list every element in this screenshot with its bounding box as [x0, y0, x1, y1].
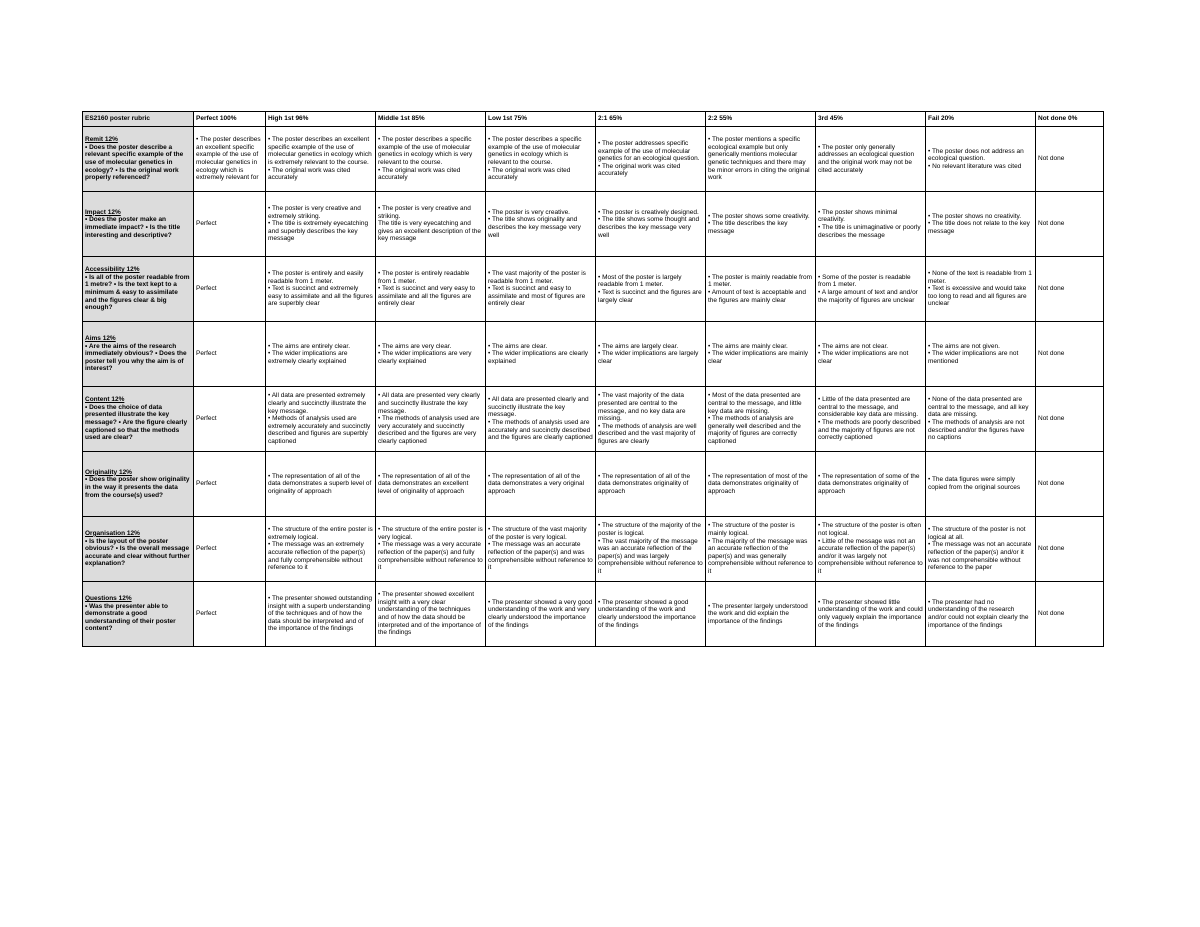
criterion-cell — [83, 387, 194, 452]
grade-cell: • The representation of all of the data demonstrates originality of approach — [596, 452, 706, 517]
grade-cell: • The data figures were simply copied from the original sources — [926, 452, 1036, 517]
criterion-row — [83, 582, 1104, 647]
grade-cell: • None of the data presented are central to the message, and all key data are missing. • The methods of analysis are not described and/or the figures have no captions — [926, 387, 1036, 452]
criterion-cell — [83, 582, 194, 647]
criterion-description: • Was the presenter able to demonstrate a good understanding of their poster content? — [85, 602, 176, 633]
grade-cell: • All data are presented extremely clearly and succinctly illustrate the key message. • Methods of analysis used are extremely accurately and succinctly described and figures are superbly captioned — [266, 387, 376, 452]
header-cell: Low 1st 75% — [486, 112, 596, 127]
criterion-description: • Does the poster show originality in the way it presents the data from the course(s) used? — [85, 476, 190, 499]
criterion-title: Content 12% — [85, 396, 125, 404]
grade-cell: • All data are presented very clearly and succinctly illustrate the key message. • The methods of analysis used are very accurately and succinctly described and the figures are very clearly captioned — [376, 387, 486, 452]
criterion-description: • Are the aims of the research immediately obvious? • Does the poster tell you why the aim is of interest? — [85, 342, 187, 373]
grade-cell: • The representation of all of the data demonstrates an excellent level of originality of approach — [376, 452, 486, 517]
grade-cell: • The representation of some of the data demonstrates originality of approach — [816, 452, 926, 517]
not-done-cell: Not done — [1036, 387, 1104, 452]
criterion-cell — [83, 517, 194, 582]
header-cell: High 1st 96% — [266, 112, 376, 127]
grade-cell: • The structure of the vast majority of the poster is very logical. • The message was an accurate reflection of the paper(s) and was comprehensible without reference to it — [486, 517, 596, 582]
grade-cell: • The poster only generally addresses an ecological question and the original work may not be cited accurately — [816, 127, 926, 192]
grade-cell: • The poster is very creative. • The title shows originality and describes the key message very well — [486, 192, 596, 257]
grade-cell: • The aims are largely clear. • The wider implications are largely clear — [596, 322, 706, 387]
criterion-cell — [83, 452, 194, 517]
not-done-cell: Not done — [1036, 517, 1104, 582]
criterion-cell — [83, 127, 194, 192]
header-cell: 3rd 45% — [816, 112, 926, 127]
criterion-description: • Does the choice of data presented illustrate the key message? • Are the figure clearly captioned so that the methods used are clear? — [85, 403, 188, 442]
grade-cell: • The structure of the majority of the poster is logical. • The vast majority of the message was an accurate reflection of the paper(s) and was largely comprehensible without reference to it — [596, 517, 706, 582]
grade-cell: • The vast majority of the data presented are central to the message, and no key data are missing. • The methods of analysis are well described and the vast majority of figures are clearly — [596, 387, 706, 452]
criterion-description: • Does the poster make an immediate impact? • Is the title interesting and descriptive? — [85, 216, 181, 239]
criterion-title: Originality 12% — [85, 468, 132, 476]
grade-cell: • The poster shows no creativity. • The title does not relate to the key message — [926, 192, 1036, 257]
criterion-row — [83, 452, 1104, 517]
poster-rubric-table — [82, 111, 1104, 647]
criterion-row — [83, 192, 1104, 257]
grade-cell: • The poster describes an excellent specific example of the use of molecular genetics in ecology which is extremely relevant for — [194, 127, 266, 192]
not-done-cell: Not done — [1036, 452, 1104, 517]
criterion-title: Impact 12% — [85, 208, 121, 216]
grade-cell: • The poster is creatively designed. • The title shows some thought and describes the key message very well — [596, 192, 706, 257]
grade-cell: • The aims are not given. • The wider implications are not mentioned — [926, 322, 1036, 387]
grade-cell: • All data are presented clearly and succinctly illustrate the key message. • The methods of analysis used are accurately and succinctly described and the figures are clearly captioned — [486, 387, 596, 452]
grade-cell: • Some of the poster is readable from 1 meter. • A large amount of text and and/or the majority of figures are unclear — [816, 257, 926, 322]
not-done-cell: Not done — [1036, 582, 1104, 647]
header-cell: Fail 20% — [926, 112, 1036, 127]
grade-cell: • The poster is mainly readable from 1 meter. • Amount of text is acceptable and the figures are mainly clear — [706, 257, 816, 322]
grade-cell: • The poster mentions a specific ecological example but only generically mentions molecular genetic techniques and there may be minor errors in citing the original work — [706, 127, 816, 192]
criterion-cell — [83, 322, 194, 387]
grade-cell: • The aims are entirely clear. • The wider implications are extremely clearly explained — [266, 322, 376, 387]
grade-cell: Perfect — [194, 582, 266, 647]
grade-cell: Perfect — [194, 452, 266, 517]
grade-cell: • The structure of the poster is not logical at all. • The message was not an accurate reflection of the paper(s) and/or it was not comprehensible without reference to the paper — [926, 517, 1036, 582]
grade-cell: • The structure of the entire poster is extremely logical. • The message was an extremely accurate reflection of the paper(s) and fully comprehensible without reference to it — [266, 517, 376, 582]
grade-cell: • The poster addresses specific example of the use of molecular genetics for an ecological question. • The original work was cited accurately — [596, 127, 706, 192]
criterion-description: • Is all of the poster readable from 1 metre? • Is the text kept to a minimum & easy to assimilate and the figures clear & big enough? — [85, 273, 190, 312]
grade-cell: • Most of the data presented are central to the message, and little key data are missing. • The methods of analysis are generally well described and the majority of figures are correctly captioned — [706, 387, 816, 452]
header-cell: Not done 0% — [1036, 112, 1104, 127]
grade-cell: • The representation of all of the data demonstrates a very original approach — [486, 452, 596, 517]
grade-cell: • The aims are not clear. • The wider implications are not clear — [816, 322, 926, 387]
grade-cell: • The vast majority of the poster is readable from 1 meter. • Text is succinct and easy to assimilate and most of figures are entirely clear — [486, 257, 596, 322]
grade-cell: Perfect — [194, 257, 266, 322]
grade-cell: • The poster shows minimal creativity. • The title is unimaginative or poorly describes the message — [816, 192, 926, 257]
grade-cell: • The presenter showed excellent insight with a very clear understanding of the techniques and of how the data should be interpreted and of the importance of the findings — [376, 582, 486, 647]
grade-cell: • The structure of the poster is mainly logical. • The majority of the message was an accurate reflection of the paper(s) and was generally comprehensible without reference to it — [706, 517, 816, 582]
grade-cell: • The poster does not address an ecological question. • No relevant literature was cited — [926, 127, 1036, 192]
criterion-title: Accessibility 12% — [85, 266, 140, 274]
grade-cell: • The representation of most of the data demonstrates originality of approach — [706, 452, 816, 517]
grade-cell: • The structure of the poster is often not logical. • Little of the message was not an accurate reflection of the paper(s) and/or it was largely not comprehensible without reference to it — [816, 517, 926, 582]
grade-cell: Perfect — [194, 387, 266, 452]
header-cell: ES2160 poster rubric — [83, 112, 194, 127]
grade-cell: • Little of the data presented are central to the message, and considerable key data are missing. • The methods are poorly described and the majority of figures are not correctly captioned — [816, 387, 926, 452]
grade-cell: • Most of the poster is largely readable from 1 meter. • Text is succinct and the figures are largely clear — [596, 257, 706, 322]
header-row — [83, 112, 1104, 127]
header-cell: Perfect 100% — [194, 112, 266, 127]
header-cell: 2:1 65% — [596, 112, 706, 127]
grade-cell: • The poster describes an excellent specific example of the use of molecular genetics in ecology which is extremely relevant to the course. • The original work was cited accurately — [266, 127, 376, 192]
criterion-title: Organisation 12% — [85, 529, 140, 537]
grade-cell: • The aims are clear. • The wider implications are clearly explained — [486, 322, 596, 387]
criterion-description: • Does the poster describe a relevant specific example of the use of molecular genetics in ecology? • Is the original work properly referenced? — [85, 143, 184, 182]
grade-cell: • The aims are very clear. • The wider implications are very clearly explained — [376, 322, 486, 387]
header-cell: Middle 1st 85% — [376, 112, 486, 127]
not-done-cell: Not done — [1036, 257, 1104, 322]
criterion-row — [83, 257, 1104, 322]
criterion-row — [83, 517, 1104, 582]
criterion-title: Aims 12% — [85, 334, 116, 342]
grade-cell: • The representation of all of the data demonstrates a superb level of originality of approach — [266, 452, 376, 517]
grade-cell: • The poster shows some creativity. • The title describes the key message — [706, 192, 816, 257]
grade-cell: • The presenter largely understood the work and did explain the importance of the findings — [706, 582, 816, 647]
grade-cell: • The poster is very creative and striking. The title is very eyecatching and gives an excellent description of the key message — [376, 192, 486, 257]
criterion-title: Remit 12% — [85, 136, 118, 144]
not-done-cell: Not done — [1036, 322, 1104, 387]
grade-cell: • The poster describes a specific example of the use of molecular genetics in ecology which is very relevant to the course. • The original work was cited accurately — [376, 127, 486, 192]
grade-cell: • The poster is entirely readable from 1 meter. • Text is succinct and very easy to assimilate and all the figures are entirely clear — [376, 257, 486, 322]
criterion-row — [83, 127, 1104, 192]
grade-cell: • The poster describes a specific example of the use of molecular genetics in ecology which is relevant to the course. • The original work was cited accurately — [486, 127, 596, 192]
grade-cell: • The presenter showed a good understanding of the work and clearly understood the importance of the findings — [596, 582, 706, 647]
grade-cell: • The poster is very creative and extremely striking. • The title is extremely eyecatching and superbly describes the key message — [266, 192, 376, 257]
criterion-cell — [83, 192, 194, 257]
grade-cell: • The presenter showed little understanding of the work and could only vaguely explain the importance of the findings — [816, 582, 926, 647]
grade-cell: • The structure of the entire poster is very logical. • The message was a very accurate reflection of the paper(s) and fully comprehensible without reference to it — [376, 517, 486, 582]
grade-cell: Perfect — [194, 192, 266, 257]
not-done-cell: Not done — [1036, 192, 1104, 257]
grade-cell: • The presenter showed a very good understanding of the work and very clearly understood the importance of the findings — [486, 582, 596, 647]
not-done-cell: Not done — [1036, 127, 1104, 192]
criterion-row — [83, 322, 1104, 387]
grade-cell: • The presenter had no understanding of the research and/or could not explain clearly the importance of the findings — [926, 582, 1036, 647]
grade-cell: • None of the text is readable from 1 meter. • Text is excessive and would take too long to read and all figures are unclear — [926, 257, 1036, 322]
grade-cell: • The aims are mainly clear. • The wider implications are mainly clear — [706, 322, 816, 387]
criterion-cell — [83, 257, 194, 322]
grade-cell: • The poster is entirely and easily readable from 1 meter. • Text is succinct and extremely easy to assimilate and all the figures are superbly clear — [266, 257, 376, 322]
grade-cell: Perfect — [194, 322, 266, 387]
grade-cell: Perfect — [194, 517, 266, 582]
criterion-description: • Is the layout of the poster obvious? • Is the overall message accurate and clear without further explanation? — [85, 537, 190, 568]
criterion-title: Questions 12% — [85, 594, 132, 602]
criterion-row — [83, 387, 1104, 452]
grade-cell: • The presenter showed outstanding insight with a superb understanding of the techniques and of how the data should be interpreted and of the importance of the findings — [266, 582, 376, 647]
header-cell: 2:2 55% — [706, 112, 816, 127]
